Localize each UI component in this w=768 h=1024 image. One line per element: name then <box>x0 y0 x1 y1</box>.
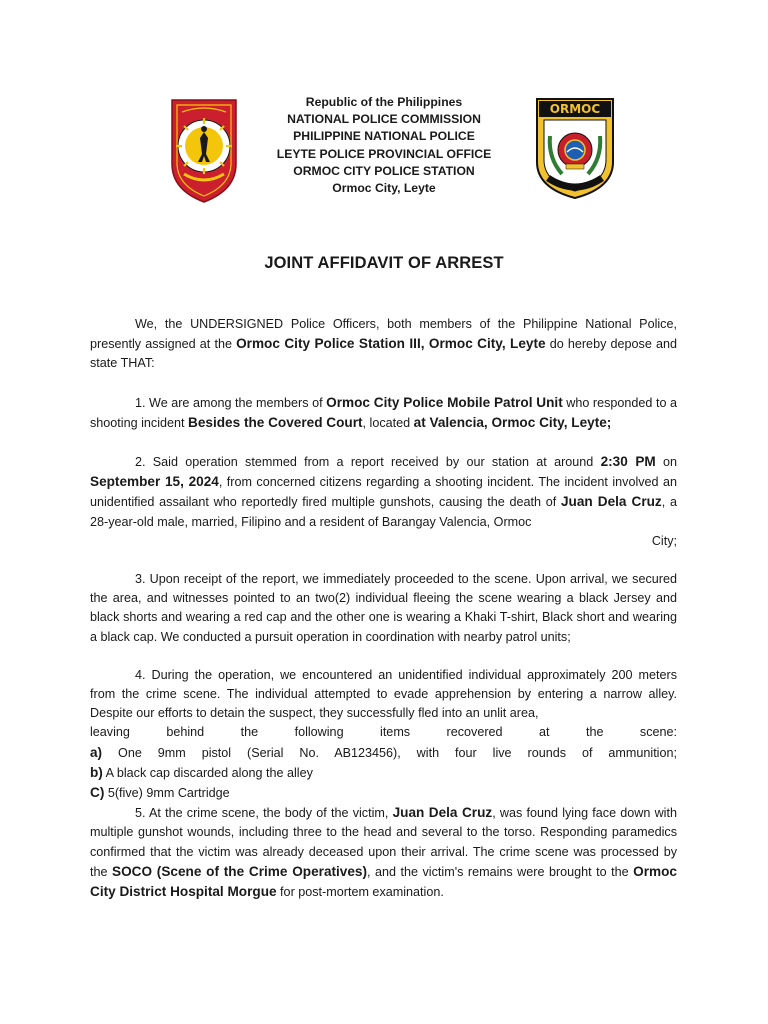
paragraph-1 <box>90 393 677 433</box>
paragraph-3 <box>90 570 677 647</box>
paragraph-5 <box>90 803 677 902</box>
paragraph-text: leaving behind the following items recovered at the scene: <box>90 725 677 740</box>
item-label: C) <box>90 785 105 801</box>
intro-text: We, the UNDERSIGNED Police Officers, both members of the Philippine National Police, presently assigned at the <box>90 317 677 352</box>
pnp-seal-icon <box>168 94 240 204</box>
intro-text: do hereby depose and state THAT: <box>90 337 677 371</box>
letterhead-line: Republic of the Philippines <box>305 95 463 109</box>
paragraph-text: for post-mortem examination. <box>276 885 444 900</box>
item-label: b) <box>90 764 103 780</box>
paragraph-text: who responded to a shooting incident <box>90 395 678 430</box>
item-text: 5(five) 9mm Cartridge <box>104 786 230 801</box>
soco-name: SOCO (Scene of the Crime Operatives) <box>112 863 368 879</box>
intro-paragraph <box>90 315 677 374</box>
paragraph-text: , a 28-year-old male, married, Filipino and a resident of Barangay Valencia, Ormoc <box>90 495 677 529</box>
paragraph-text: , and the victim's remains were brought to the <box>367 864 634 879</box>
ormoc-city-police-office-badge-icon <box>534 96 616 200</box>
svg-text:ORMOC: ORMOC <box>549 102 601 116</box>
item-text: A black cap discarded along the alley <box>102 765 313 780</box>
incident-address: at Valencia, Ormoc City, Leyte; <box>413 414 612 430</box>
paragraph-text: 1. We are among the members of <box>135 395 327 410</box>
letterhead-line: NATIONAL POLICE COMMISSION <box>287 112 481 127</box>
paragraph-text: 3. Upon receipt of the report, we immediately proceeded to the scene. Upon arrival, we secured the area, and witnesses pointed to an two(2) individual fleeing the scene wearing a black Jersey and black shorts and wearing a red cap and the other one is wearing a Khaki T-shirt, Black short and wearing a black cap. We conducted a pursuit operation in coordination with nearby patrol units; <box>90 572 677 644</box>
hospital-name: Ormoc City District Hospital Morgue <box>90 863 677 900</box>
report-time: 2:30 PM <box>600 454 656 470</box>
victim-name: Juan Dela Cruz <box>561 494 662 510</box>
paragraph-text: City; <box>651 533 677 548</box>
recovered-item <box>90 763 677 783</box>
affidavit-body <box>90 315 677 902</box>
document-title: JOINT AFFIDAVIT OF ARREST <box>264 254 504 272</box>
paragraph-2-end <box>90 532 677 551</box>
victim-name: Juan Dela Cruz <box>392 805 493 821</box>
paragraph-text: on <box>655 455 677 470</box>
item-label: a) <box>90 744 103 760</box>
report-date: September 15, 2024 <box>90 474 219 490</box>
paragraph-4 <box>90 666 677 724</box>
letterhead-line: ORMOC CITY POLICE STATION <box>293 163 475 178</box>
recovered-item <box>90 783 677 803</box>
paragraph-text: 2. Said operation stemmed from a report received by our station at around <box>135 455 601 470</box>
letterhead-line: Ormoc City, Leyte <box>332 181 436 196</box>
paragraph-text: , located <box>362 415 414 430</box>
paragraph-2 <box>90 452 677 532</box>
paragraph-text: , from concerned citizens regarding a shooting incident. The incident involved an unidentified assailant who reportedly fired multiple gunshots, causing the death of <box>90 475 678 510</box>
letterhead <box>250 94 518 197</box>
letterhead-line: LEYTE POLICE PROVINCIAL OFFICE <box>276 146 492 161</box>
unit-name: Ormoc City Police Mobile Patrol Unit <box>326 394 563 410</box>
paragraph-text: 4. During the operation, we encountered an unidentified individual approximately 200 meters from the crime scene. The individual attempted to evade apprehension by entering a narrow alley. Despite our efforts to detain the suspect, they successfully fled into an unlit area, <box>90 667 677 721</box>
letterhead-line: PHILIPPINE NATIONAL POLICE <box>293 129 475 144</box>
paragraph-text: 5. At the crime scene, the body of the victim, <box>135 806 393 821</box>
item-text: One 9mm pistol (Serial No. AB123456), with four live rounds of ammunition; <box>102 745 677 760</box>
paragraph-text: , was found lying face down with multiple gunshot wounds, including three to the head and several to the torso. Responding paramedics confirmed that the victim was already deceased upon their arrival. The crime scene was processed by the <box>90 806 677 879</box>
recovered-item <box>90 743 677 763</box>
incident-location: Besides the Covered Court <box>188 414 363 430</box>
paragraph-4-line <box>90 723 677 742</box>
station-name: Ormoc City Police Station III, Ormoc City, Leyte <box>236 336 546 352</box>
